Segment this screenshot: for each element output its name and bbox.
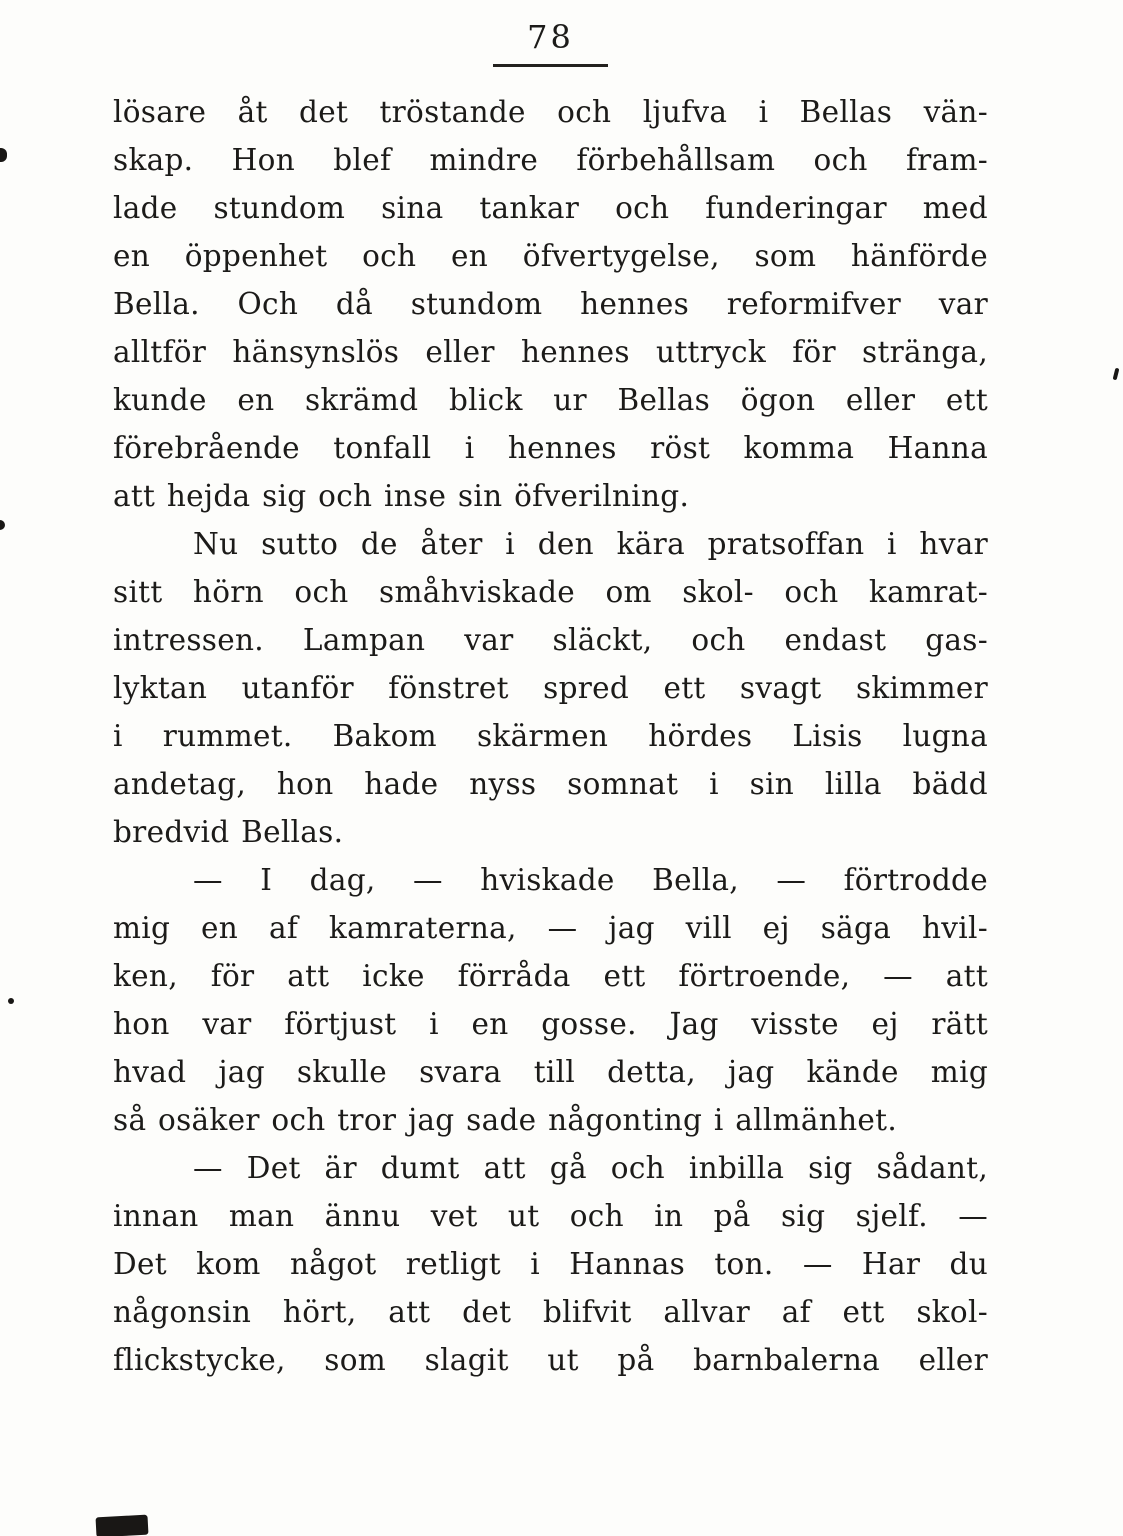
paragraph (113, 856, 988, 1144)
text-line: hvad jag skulle svara till detta, jag kände mig (113, 1055, 988, 1089)
text-line: förebrående tonfall i hennes röst komma Hanna (113, 431, 988, 465)
scan-artifact (0, 520, 5, 530)
text-line: i rummet. Bakom skärmen hördes Lisis lugna (113, 719, 988, 753)
page-number: 78 (493, 18, 608, 67)
text-line: lyktan utanför fönstret spred ett svagt skimmer (113, 671, 988, 705)
text-line: så osäker och tror jag sade någonting i allmänhet. (113, 1103, 897, 1137)
text-line: någonsin hört, att det blifvit allvar af ett skol- (113, 1295, 988, 1329)
text-line: Nu sutto de åter i den kära pratsoffan i hvar (193, 527, 988, 561)
text-line: — Det är dumt att gå och inbilla sig sådant, (193, 1151, 988, 1185)
text-body (113, 88, 988, 1384)
scan-artifact (1113, 368, 1120, 381)
text-line: mig en af kamraterna, — jag vill ej säga hvil- (113, 911, 988, 945)
text-line: skap. Hon blef mindre förbehållsam och fram- (113, 143, 988, 177)
text-line: kunde en skrämd blick ur Bellas ögon eller ett (113, 383, 988, 417)
text-line: lade stundom sina tankar och funderingar med (113, 191, 988, 225)
text-line: flickstycke, som slagit ut på barnbalerna eller (113, 1343, 988, 1377)
text-line: sitt hörn och småhviskade om skol- och kamrat- (113, 575, 988, 609)
text-line: alltför hänsynslös eller hennes uttryck för stränga, (113, 335, 988, 369)
paragraph (113, 88, 988, 520)
scan-artifact (0, 148, 7, 162)
scan-artifact (8, 998, 14, 1004)
text-line: intressen. Lampan var släckt, och endast gas- (113, 623, 988, 657)
text-line: ken, för att icke förråda ett förtroende, — att (113, 959, 988, 993)
text-line: Det kom något retligt i Hannas ton. — Har du (113, 1247, 988, 1281)
text-line: bredvid Bellas. (113, 815, 344, 849)
text-line: hon var förtjust i en gosse. Jag visste ej rätt (113, 1007, 988, 1041)
text-line: innan man ännu vet ut och in på sig sjelf. — (113, 1199, 988, 1233)
paragraph (113, 1144, 988, 1384)
text-line: andetag, hon hade nyss somnat i sin lilla bädd (113, 767, 988, 801)
text-line: en öppenhet och en öfvertygelse, som hänförde (113, 239, 988, 273)
text-line: — I dag, — hviskade Bella, — förtrodde (193, 863, 988, 897)
text-line: att hejda sig och inse sin öfverilning. (113, 479, 690, 513)
page-header (113, 18, 988, 67)
text-line: lösare åt det tröstande och ljufva i Bellas vän- (113, 95, 988, 129)
text-line: Bella. Och då stundom hennes reformifver var (113, 287, 988, 321)
paragraph (113, 520, 988, 856)
scan-artifact (96, 1515, 149, 1536)
